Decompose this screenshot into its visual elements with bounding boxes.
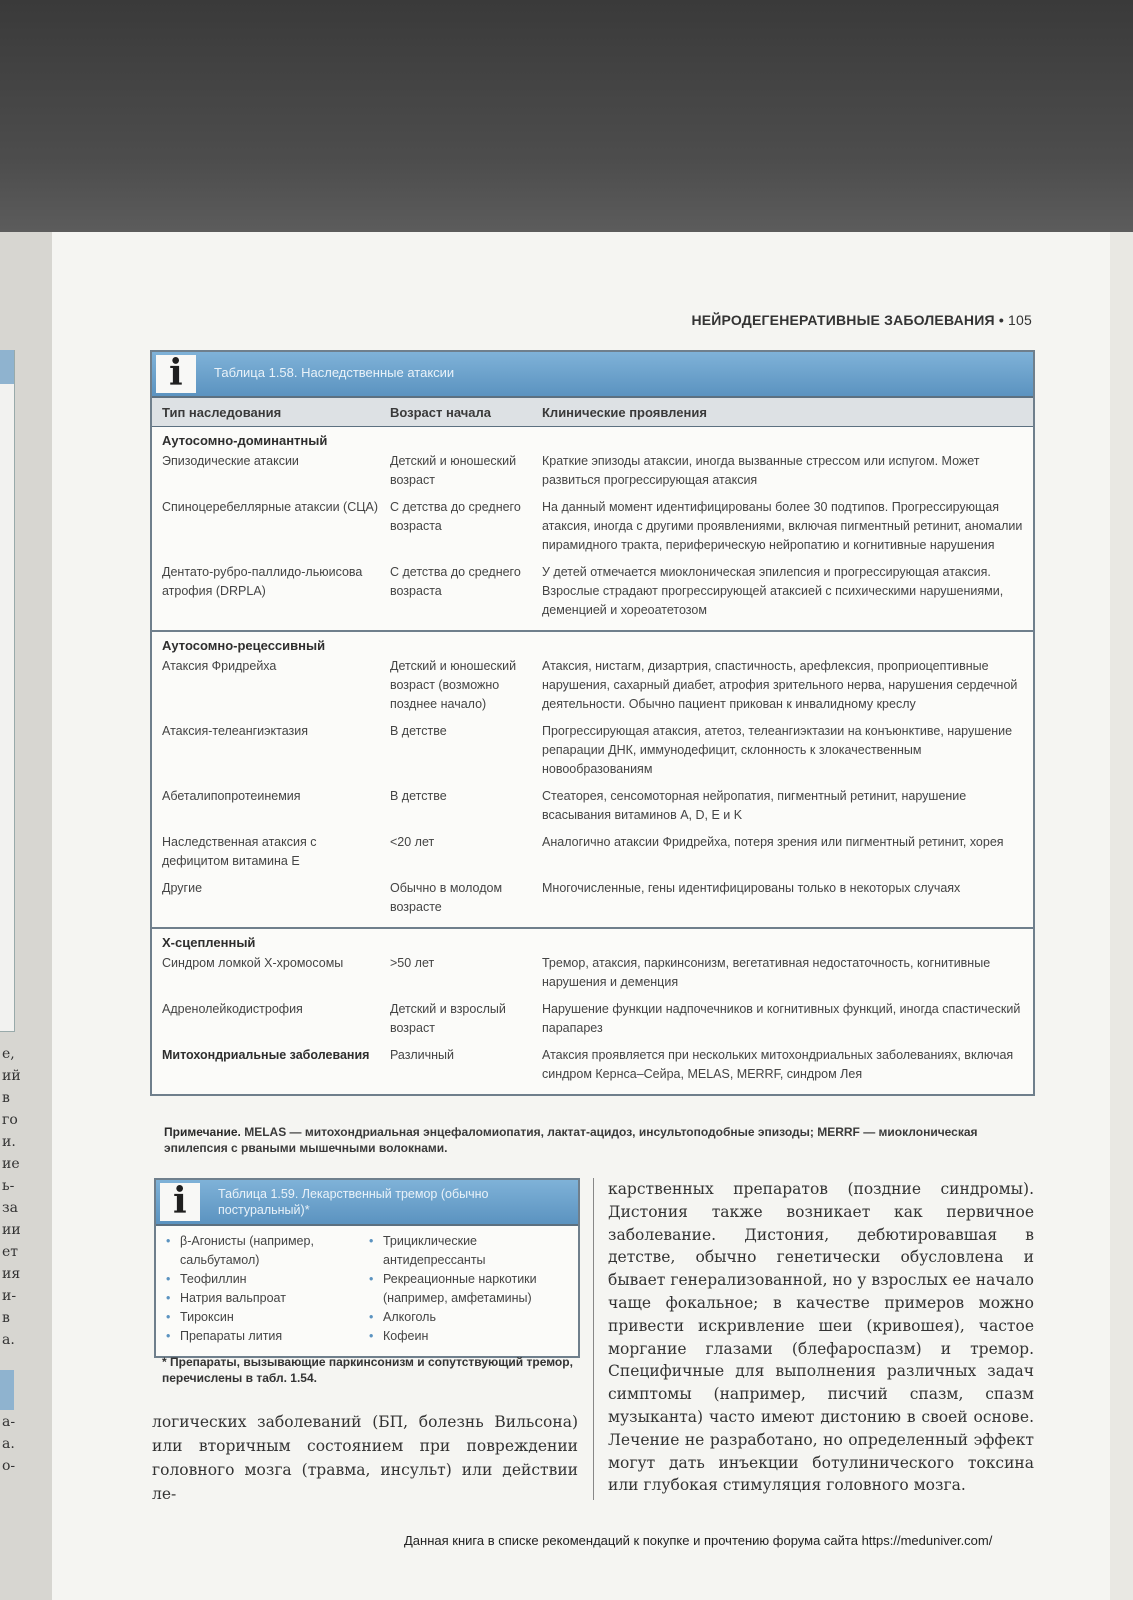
cell-onset-age: <20 лет <box>390 835 435 849</box>
left-page-fragment: о- <box>2 1458 16 1474</box>
info-icon: i <box>156 355 196 393</box>
list-item <box>164 1308 367 1327</box>
left-page-fragment: в <box>2 1090 10 1106</box>
column-header-onset-age: Возраст начала <box>390 404 492 420</box>
header-separator: • <box>998 312 1004 328</box>
cell-inheritance-type: Адренолейкодистрофия <box>162 1002 303 1016</box>
table-row <box>152 655 1033 720</box>
list-item <box>164 1232 367 1270</box>
table-title: Таблица 1.58. Наследственные атаксии <box>214 365 455 380</box>
cell-inheritance-type: Атаксия Фридрейха <box>162 659 277 673</box>
group-heading: Аутосомно-рецессивный <box>162 638 326 653</box>
cell-clinical-features: Нарушение функции надпочечников и когнитивных функций, иногда спастический парапарез <box>542 1002 1021 1035</box>
table-body <box>152 427 1033 1094</box>
column-header-clinical: Клинические проявления <box>542 404 707 420</box>
bullet-icon: • <box>166 1291 171 1305</box>
cell-clinical-features: На данный момент идентифицированы более 30 подтипов. Прогрессирующая атаксия, иногда с другими проявлениями, включая пигментный ретинит, аномалии пирамидного тракта, периферическую нейропатию и когнитивные нарушения <box>542 500 1023 552</box>
table-drug-tremor <box>154 1178 580 1358</box>
list-item-text: Тироксин <box>180 1310 234 1324</box>
cell-clinical-features: Аналогично атаксии Фридрейха, потеря зрения или пигментный ретинит, хорея <box>542 835 1004 849</box>
cell-onset-age: Детский и юношеский возраст (возможно позднее начало) <box>390 659 517 711</box>
cell-onset-age: С детства до среднего возраста <box>390 500 521 533</box>
cell-onset-age: С детства до среднего возраста <box>390 565 521 598</box>
group-heading: Аутосомно-доминантный <box>162 433 328 448</box>
drug-list-right <box>367 1232 570 1346</box>
cell-onset-age: >50 лет <box>390 956 435 970</box>
column-header-inheritance: Тип наследования <box>162 404 282 420</box>
left-page-fragment: ий <box>2 1068 21 1084</box>
table-caption-bar <box>156 1180 578 1224</box>
cell-clinical-features: Многочисленные, гены идентифицированы только в некоторых случаях <box>542 881 961 895</box>
left-page-fragment: го <box>2 1112 18 1128</box>
list-item-text: Натрия вальпроат <box>180 1291 286 1305</box>
body-text-right-column: карственных препаратов (поздние синдромы). Дистония также возникает как первичное заболевание. Дистония, дебютировавшая в детстве, обычно генетически обусловлена и бывает генерализованной, но у взрослых ее начало чаще фокальное; в качестве примеров можно привести искривление шеи (кривошея), частое моргание глазами (блефароспазм) и тремор. Специфичные для выполнения различных задач симптомы (например, писчий спазм, спазм музыканта) часто имеют дистонию в своей основе. Лечение не разработано, но определенный эффект могут дать инъекции ботулинического токсина или глубокая стимуляция головного мозга. <box>608 1180 1034 1495</box>
bullet-icon: • <box>166 1329 171 1343</box>
cell-onset-age: Обычно в молодом возрасте <box>390 881 503 914</box>
left-page-fragment: ь- <box>2 1178 15 1194</box>
cell-clinical-features: Краткие эпизоды атаксии, иногда вызванные стрессом или испугом. Может развиться прогрессирующая атаксия <box>542 454 980 487</box>
list-item <box>367 1327 570 1346</box>
running-header <box>691 312 1032 328</box>
cell-inheritance-type: Эпизодические атаксии <box>162 454 299 468</box>
table-row <box>152 998 1033 1044</box>
left-page-fragment: и. <box>2 1134 16 1150</box>
cell-inheritance-type: Атаксия-телеангиэктазия <box>162 724 309 738</box>
cell-clinical-features: Стеаторея, сенсомоторная нейропатия, пигментный ретинит, нарушение всасывания витаминов A, D, E и K <box>542 789 967 822</box>
left-page-table-edge <box>0 350 15 1032</box>
table-title: Таблица 1.59. Лекарственный тремор (обычно постуральный)* <box>218 1187 489 1217</box>
list-item-text: β-Агонисты (например, сальбутамол) <box>180 1234 314 1267</box>
table-row <box>152 1044 1033 1090</box>
footer-notice: Данная книга в списке рекомендаций к покупке и прочтению форума сайта https://meduniver.com/ <box>404 1533 993 1548</box>
table-hereditary-ataxias <box>150 350 1035 1096</box>
group-heading: Х-сцепленный <box>162 935 256 950</box>
table-row <box>152 831 1033 877</box>
list-item <box>367 1270 570 1308</box>
left-page-fragment: в <box>2 1310 10 1326</box>
bullet-icon: • <box>166 1272 171 1286</box>
table-group <box>152 427 1033 632</box>
cell-inheritance-type: Спиноцеребеллярные атаксии (СЦА) <box>162 500 378 514</box>
cell-onset-age: В детстве <box>390 789 447 803</box>
table-header-row <box>152 396 1033 427</box>
cell-clinical-features: Тремор, атаксия, паркинсонизм, вегетативная недостаточность, когнитивные нарушения и деменция <box>542 956 991 989</box>
cell-onset-age: В детстве <box>390 724 447 738</box>
left-page-fragment: ии <box>2 1222 21 1238</box>
list-item <box>164 1327 367 1346</box>
cell-onset-age: Различный <box>390 1048 454 1062</box>
table-row <box>152 496 1033 561</box>
list-item <box>164 1270 367 1289</box>
left-page-fragment: е, <box>2 1046 15 1062</box>
cell-inheritance-type: Синдром ломкой Х-хромосомы <box>162 956 344 970</box>
cell-inheritance-type: Другие <box>162 881 203 895</box>
cell-onset-age: Детский и юношеский возраст <box>390 454 517 487</box>
bullet-icon: • <box>369 1310 374 1324</box>
table-caption-bar <box>152 352 1033 396</box>
left-page-blue-block <box>0 1370 14 1410</box>
cell-onset-age: Детский и взрослый возраст <box>390 1002 506 1035</box>
book-page <box>52 232 1110 1600</box>
header-title: НЕЙРОДЕГЕНЕРАТИВНЫЕ ЗАБОЛЕВАНИЯ <box>691 312 995 328</box>
left-page-fragment: ие <box>2 1156 20 1172</box>
drug-list-left <box>164 1232 367 1346</box>
cell-inheritance-type: Абеталипопротеинемия <box>162 789 301 803</box>
left-page-fragment: ия <box>2 1266 21 1282</box>
list-item-text: Теофиллин <box>180 1272 247 1286</box>
cell-clinical-features: Атаксия проявляется при нескольких митохондриальных заболеваниях, включая синдром Кернса–Сейра, MELAS, MERRF, синдром Лея <box>542 1048 1014 1081</box>
list-item-text: Кофеин <box>383 1329 429 1343</box>
list-item <box>367 1232 570 1270</box>
bullet-icon: • <box>166 1234 171 1248</box>
left-page-fragment: за <box>2 1200 18 1216</box>
note-label: Примечание. <box>164 1125 241 1139</box>
drug-lists <box>156 1224 578 1356</box>
left-page-fragment: а- <box>2 1414 16 1430</box>
left-page-fragment: ет <box>2 1244 19 1260</box>
table-row <box>152 952 1033 998</box>
left-page-blue-block <box>0 350 14 384</box>
bullet-icon: • <box>369 1272 374 1286</box>
list-item-text: Рекреационные наркотики (например, амфетамины) <box>383 1272 537 1305</box>
cell-inheritance-type: Дентато-рубро-паллидо-льюисова атрофия (DRPLA) <box>162 565 363 598</box>
cell-clinical-features: Прогрессирующая атаксия, атетоз, телеангиэктазии на конъюнктиве, нарушение репарации ДНК, иммунодефицит, склонность к злокачественным новообразованиям <box>542 724 1013 776</box>
cell-inheritance-type: Митохондриальные заболевания <box>162 1048 370 1062</box>
cell-clinical-features: Атаксия, нистагм, дизартрия, спастичность, арефлексия, проприоцептивные нарушения, сахарный диабет, атрофия зрительного нерва, нарушения сердечной деятельности. Обычно пациент прикован к инвалидному креслу <box>542 659 1018 711</box>
table-row <box>152 561 1033 626</box>
left-page-fragment: а. <box>2 1332 15 1348</box>
left-page-fragment: а. <box>2 1436 15 1452</box>
table-row <box>152 450 1033 496</box>
table-note <box>164 1124 1034 1156</box>
left-page-fragment: и- <box>2 1288 17 1304</box>
table-group <box>152 632 1033 929</box>
list-item <box>367 1308 570 1327</box>
note-text: MELAS — митохондриальная энцефаломиопатия, лактат-ацидоз, инсультоподобные эпизоды; MERRF — миоклоническая эпилепсия с рваными мышечными волокнами. <box>164 1125 978 1155</box>
list-item <box>164 1289 367 1308</box>
page-number: 105 <box>1008 312 1032 328</box>
info-icon: i <box>160 1183 200 1221</box>
bullet-icon: • <box>166 1310 171 1324</box>
scan-dark-background <box>0 0 1133 232</box>
table-footnote: * Препараты, вызывающие паркинсонизм и сопутствующий тремор, перечислены в табл. 1.54. <box>162 1355 573 1385</box>
body-text-left-column: логических заболеваний (БП, болезнь Вильсона) или вторичным состоянием при повреждении головного мозга (травма, инсульт) или действии ле- <box>152 1413 578 1503</box>
table-group <box>152 929 1033 1094</box>
table-row <box>152 785 1033 831</box>
list-item-text: Препараты лития <box>180 1329 283 1343</box>
list-item-text: Трициклические антидепрессанты <box>383 1234 486 1267</box>
bullet-icon: • <box>369 1329 374 1343</box>
table-row <box>152 720 1033 785</box>
cell-inheritance-type: Наследственная атаксия с дефицитом витамина E <box>162 835 317 868</box>
table-row <box>152 877 1033 923</box>
column-divider <box>593 1178 594 1500</box>
bullet-icon: • <box>369 1234 374 1248</box>
list-item-text: Алкоголь <box>383 1310 436 1324</box>
cell-clinical-features: У детей отмечается миоклоническая эпилепсия и прогрессирующая атаксия. Взрослые страдают прогрессирующей атаксией с психическими нарушениями, деменцией и хореоатетозом <box>542 565 1004 617</box>
